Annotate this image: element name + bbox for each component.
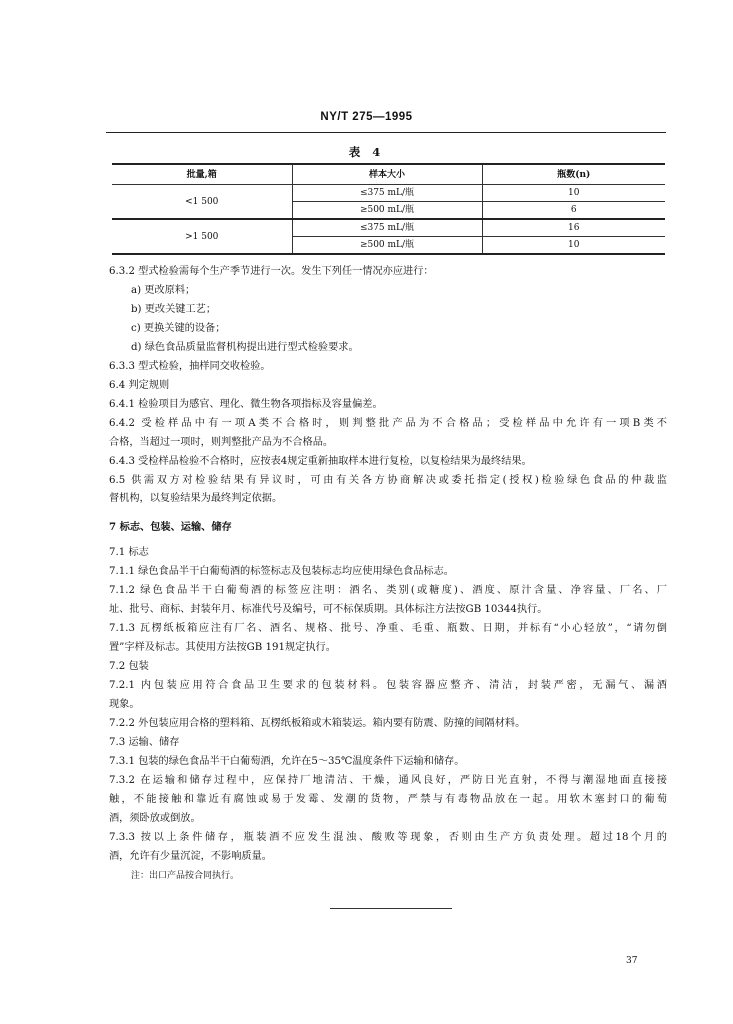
- count-cell: 10: [482, 237, 665, 255]
- clause-7-1-3: 7.1.3 瓦楞纸板箱应注有厂名、酒名、规格、批号、净重、毛重、瓶数、日期，并标有“小心轻放”，“请勿倒: [109, 623, 667, 634]
- clause-6-4-1: 6.4.1 检验项目为感官、理化、微生物各项指标及容量偏差。: [109, 399, 383, 410]
- table-row: [112, 219, 665, 237]
- table-row: [112, 185, 665, 202]
- footer-rule: [330, 908, 452, 909]
- count-cell: 10: [482, 185, 665, 202]
- count-cell: 16: [482, 219, 665, 237]
- clause-7-1-2-cont: 址、批号、商标、封装年月、标准代号及编号，可不标保质期。具体标注方法按GB 10344执行。: [109, 604, 548, 615]
- clause-7-3-3: 7.3.3 按以上条件储存，瓶装酒不应发生混浊、酸败等现象，否则由生产方负责处理。超过18个月的: [109, 832, 667, 843]
- sample-cell: ≥500 mL/瓶: [292, 202, 482, 220]
- sample-cell: ≥500 mL/瓶: [292, 237, 482, 255]
- section-7-3-heading: 7.3 运输、储存: [109, 737, 180, 748]
- clause-7-3-2-end: 酒，须卧放或倒放。: [109, 813, 201, 824]
- clause-7-1-3-cont: 置”字样及标志。其使用方法按GB 191规定执行。: [109, 642, 336, 653]
- standard-code-header: NY/T 275—1995: [320, 111, 413, 123]
- section-7-2-heading: 7.2 包装: [109, 661, 149, 672]
- clause-6-4-2: 6.4.2 受检样品中有一项A类不合格时，则判整批产品为不合格品；受检样品中允许有一项B类不: [109, 418, 667, 429]
- sample-cell: ≤375 mL/瓶: [292, 219, 482, 237]
- clause-7-2-1-cont: 现象。: [109, 699, 140, 710]
- list-item-b: b) 更改关键工艺；: [131, 304, 217, 315]
- clause-7-1-2: 7.1.2 绿色食品半干白葡萄酒的标签应注明：酒名、类别(或糖度)、酒度、原汁含量、净容量、厂名、厂: [109, 585, 667, 596]
- section-7-1-heading: 7.1 标志: [109, 547, 149, 558]
- page-number: 37: [626, 956, 638, 966]
- clause-7-3-2-cont: 触，不能接触和靠近有腐蚀或易于发霉、发潮的货物，严禁与有毒物品放在一起。用软木塞封口的葡萄: [109, 794, 667, 805]
- col-sample-header: 样本大小: [292, 164, 482, 185]
- section-6-4-heading: 6.4 判定规则: [109, 380, 170, 391]
- col-count-header: 瓶数(n): [482, 164, 665, 185]
- clause-7-3-1: 7.3.1 包装的绿色食品半干白葡萄酒，允许在5～35℃温度条件下运输和储存。: [109, 756, 465, 767]
- sample-cell: ≤375 mL/瓶: [292, 185, 482, 202]
- list-item-a: a) 更改原料；: [131, 285, 196, 296]
- col-batch-header: 批量,箱: [112, 164, 292, 185]
- clause-6-4-2-cont: 合格，当超过一项时，则判整批产品为不合格品。: [109, 437, 334, 448]
- clause-6-5-cont: 督机构，以复验结果为最终判定依据。: [109, 493, 283, 504]
- batch-cell: <1 500: [112, 185, 292, 220]
- table-header-row: [112, 164, 665, 185]
- clause-7-2-1: 7.2.1 内包装应用符合食品卫生要求的包装材料。包装容器应整齐、清洁，封装严密，无漏气、漏酒: [109, 680, 667, 691]
- export-note: 注：出口产品按合同执行。: [131, 871, 240, 881]
- clause-6-3-2: 6.3.2 型式检验需每个生产季节进行一次。发生下列任一情况亦应进行：: [109, 266, 434, 277]
- section-7-heading: 7 标志、包装、运输、储存: [109, 521, 232, 533]
- list-item-d: d) 绿色食品质量监督机构提出进行型式检验要求。: [131, 342, 359, 353]
- clause-7-2-2: 7.2.2 外包装应用合格的塑料箱、瓦楞纸板箱或木箱装运。箱内要有防震、防撞的间隔材料。: [109, 718, 526, 729]
- count-cell: 6: [482, 202, 665, 220]
- header-rule: [106, 132, 666, 133]
- clause-6-3-3: 6.3.3 型式检验，抽样同交收检验。: [109, 361, 271, 372]
- clause-7-1-1: 7.1.1 绿色食品半干白葡萄酒的标签标志及包装标志均应使用绿色食品标志。: [109, 566, 454, 577]
- table-title: 表 4: [348, 145, 385, 159]
- sampling-table: [112, 163, 665, 255]
- list-item-c: c) 更换关键的设备；: [131, 323, 226, 334]
- clause-7-3-2: 7.3.2 在运输和储存过程中，应保持厂地清洁、干燥，通风良好，严防日光直射，不得与潮湿地面直接接: [109, 775, 667, 786]
- batch-cell: >1 500: [112, 219, 292, 254]
- clause-6-5: 6.5 供需双方对检验结果有异议时，可由有关各方协商解决或委托指定(授权)检验绿色食品的仲裁监: [109, 475, 667, 486]
- clause-6-4-3: 6.4.3 受检样品检验不合格时，应按表4规定重新抽取样本进行复检，以复检结果为最终结果。: [109, 456, 532, 467]
- clause-7-3-3-cont: 酒，允许有少量沉淀，不影响质量。: [109, 851, 272, 862]
